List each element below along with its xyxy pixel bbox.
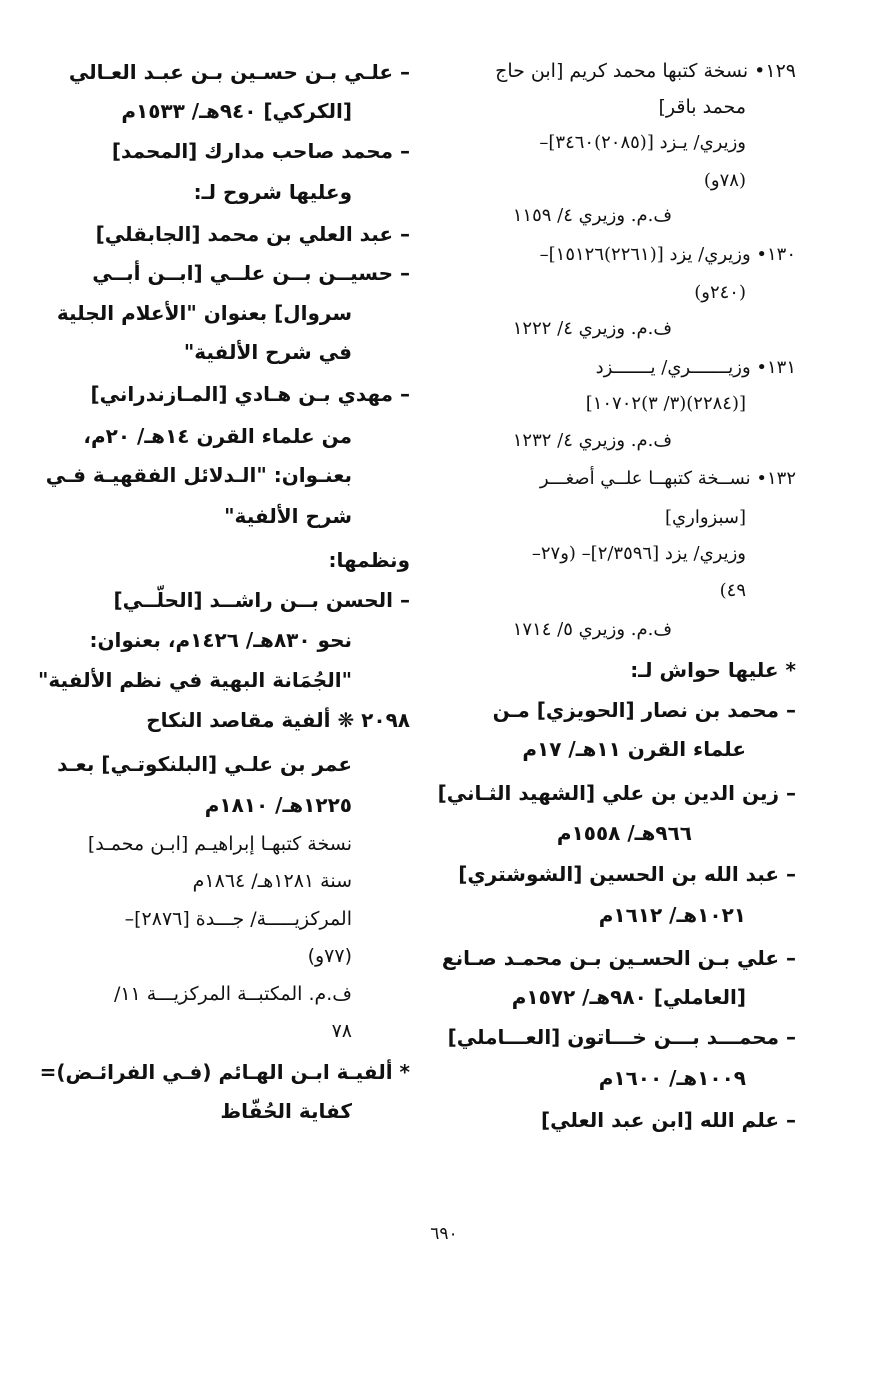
text-line-content: وعليها شروح لـ: — [193, 180, 352, 204]
text-line-content: ف.م. المكتبــة المركزيـــة ١١/ — [113, 983, 352, 1005]
text-line-content: ف.م. وزيري ٤/ ١٢٢٢ — [512, 318, 672, 339]
text-line-content: نحو ٨٣٠هـ/ ١٤٢٦م، بعنوان: — [89, 628, 352, 652]
text-line-content: ف.م. وزيري ٥/ ١٧١٤ — [512, 619, 672, 640]
text-line-content: وزيري/ يـزد [(٢٠٨٥)٣٤٦٠]– — [539, 132, 746, 153]
text-line-content: في شرح الألفية" — [183, 340, 352, 364]
text-line-content: – زين الدين بن علي [الشهيد الثـاني] — [437, 781, 796, 805]
text-line-content: علماء القرن ١١هـ/ ١٧م — [522, 737, 746, 761]
text-line-content: (٧٨و) — [703, 170, 746, 191]
text-line-content: ف.م. وزيري ٤/ ١٢٣٢ — [512, 430, 672, 451]
text-line-content: ٩٦٦هـ/ ١٥٥٨م — [556, 821, 692, 845]
text-line-content: (٢٤٠و) — [694, 282, 746, 303]
text-line-content: شرح الألفية" — [224, 504, 352, 528]
text-line-content: [(٢٢٨٤)(٣/ ٣)١٠٧٠٢] — [585, 393, 746, 414]
text-line-content: من علماء القرن ١٤هـ/ ٢٠م، — [83, 424, 352, 448]
page-number: ٦٩٠ — [430, 1224, 458, 1244]
text-line-content: عمر بن علـي [البلنكوتـي] بعـد — [57, 752, 352, 776]
text-line-content: ١٢٩• نسخة كتبها محمد كريم [ابن حاج — [495, 60, 796, 82]
text-line-content: ١٣٠• وزيري/ يزد [(٢٢٦١)١٥١٢٦]– — [539, 244, 796, 265]
text-line-content: ونظمها: — [328, 548, 410, 572]
text-line-content: – محمد صاحب مدارك [المحمد] — [111, 139, 410, 163]
text-line-content: – عبد الله بن الحسين [الشوشتري] — [458, 862, 796, 886]
text-line-content: – عبد العلي بن محمد [الجابقلي] — [95, 222, 410, 246]
text-line-content: نسخة كتبهـا إبراهيـم [ابـن محمـد] — [87, 833, 352, 855]
text-line-content: المركزيـــــة/ جـــدة [٢٨٧٦]– — [124, 908, 352, 930]
text-line-content: (٧٧و) — [307, 945, 352, 967]
text-line-content: ١٢٢٥هـ/ ١٨١٠م — [204, 793, 352, 817]
text-line-content: – علي بـن الحسـين بـن محمـد صـانع — [441, 946, 796, 970]
text-line-content: – محمد بن نصار [الحويزي] مـن — [492, 698, 796, 722]
text-line-content: "الجُمَانة البهية في نظم الألفية" — [37, 668, 352, 692]
text-line-content: وزيري/ يزد [٢/٣٥٩٦]– (و٢٧– — [531, 543, 746, 564]
text-line-content: – الحسن بــن راشــد [الحلّــي] — [113, 588, 410, 612]
text-line-content: * ألفيـة ابـن الهـائم (فـي الفرائـض)= — [39, 1060, 410, 1084]
text-line-content: [الكركي] ٩٤٠هـ/ ١٥٣٣م — [121, 99, 352, 123]
text-line-content: – علـي بـن حسـين بـن عبـد العـالي — [68, 60, 410, 84]
text-line-content: * عليها حواش لـ: — [630, 658, 796, 682]
text-line-content: – علم الله [ابن عبد العلي] — [540, 1108, 796, 1132]
text-line-content: ١٣١• وزيـــــــري/ يـــــــزد — [595, 357, 796, 378]
text-line-content: – محمـــد بـــن خـــاتون [العـــاملي] — [447, 1025, 796, 1049]
text-line-content: ف.م. وزيري ٤/ ١١٥٩ — [512, 205, 672, 226]
text-line-content: سنة ١٢٨١هـ/ ١٨٦٤م — [192, 870, 352, 892]
text-line-content: ١٣٢• نســخة كتبهــا علــي أصغـــر — [539, 468, 796, 489]
text-line-content: ١٠٢١هـ/ ١٦١٢م — [598, 903, 746, 927]
text-line-content: محمد باقر] — [658, 96, 746, 118]
text-line-content: – مهدي بـن هـادي [المـازندراني] — [90, 382, 410, 406]
text-line-content: ١٠٠٩هـ/ ١٦٠٠م — [598, 1066, 746, 1090]
text-line-content: ٧٨ — [331, 1020, 352, 1042]
text-line-content: – حسيــن بــن علــي [ابــن أبــي — [92, 261, 410, 285]
text-line-content: ٢٠٩٨ ❋ ألفية مقاصد النكاح — [146, 708, 410, 732]
text-line-content: [العاملي] ٩٨٠هـ/ ١٥٧٢م — [511, 985, 746, 1009]
text-line-content: كفاية الحُفّاظ — [220, 1099, 352, 1123]
text-line-content: بعنـوان: "الـدلائل الفقهيـة فـي — [45, 463, 352, 487]
text-line-content: ٤٩) — [719, 580, 746, 601]
text-line-content: [سبزواري] — [665, 507, 746, 528]
text-line-content: سروال] بعنوان "الأعلام الجلية — [56, 301, 352, 325]
